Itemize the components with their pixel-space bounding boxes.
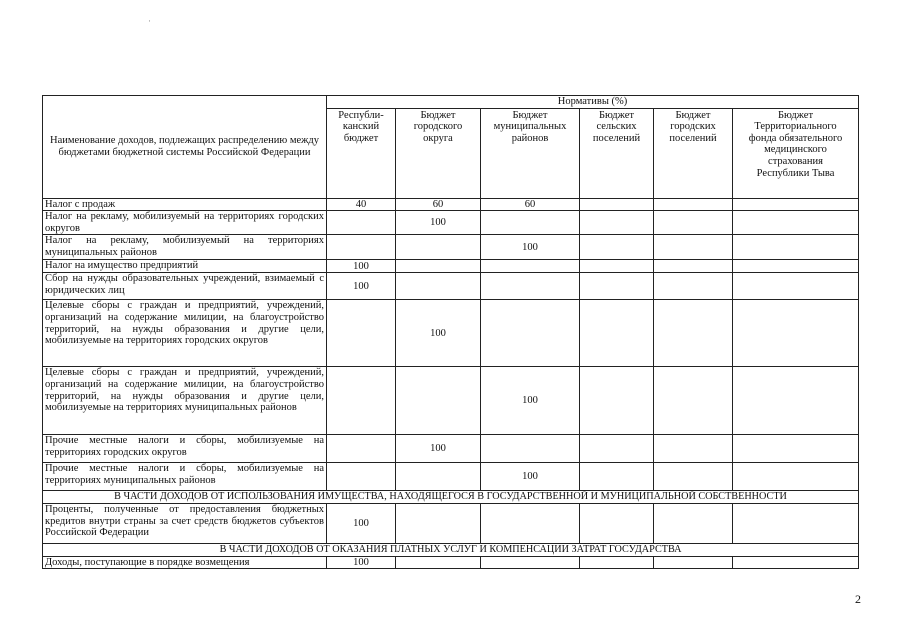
norm-value-cell-city-district-budget: 60 [396,198,481,211]
norm-value-cell-republic-budget: 100 [327,260,396,273]
section-title: В ЧАСТИ ДОХОДОВ ОТ ИСПОЛЬЗОВАНИЯ ИМУЩЕСТВА, НАХОДЯЩЕГОСЯ В ГОСУДАРСТВЕННОЙ И МУНИЦИПАЛЬНОЙ СОБСТВЕННОСТИ [43,491,859,504]
norm-value-cell-city-district-budget [396,273,481,300]
norm-value-cell-republic-budget: 100 [327,556,396,569]
norm-value-cell-medical-insurance-fund-budget [733,260,859,273]
norm-value-cell-rural-settlements-budget [580,300,654,367]
norm-value-cell-city-district-budget [396,503,481,543]
income-name-cell: Прочие местные налоги и сборы, мобилизуемые на территориях городских округов [43,435,327,463]
table-row [43,300,859,367]
norm-value-cell-republic-budget [327,367,396,435]
income-name-cell: Налог на рекламу, мобилизуемый на территориях городских округов [43,211,327,235]
income-name-cell: Сбор на нужды образовательных учреждений, взимаемый с юридических лиц [43,273,327,300]
income-name-cell: Прочие местные налоги и сборы, мобилизуемые на территориях муниципальных районов [43,463,327,491]
norm-value-cell-city-district-budget [396,556,481,569]
norm-value-cell-rural-settlements-budget [580,235,654,260]
norm-value-cell-municipal-district-budget [481,260,580,273]
norm-value-cell-rural-settlements-budget [580,260,654,273]
norm-value-cell-rural-settlements-budget [580,367,654,435]
table-row [43,211,859,235]
norm-value-cell-rural-settlements-budget [580,556,654,569]
scan-mark: · [148,16,151,26]
norm-value-cell-city-district-budget: 100 [396,435,481,463]
table-row [43,273,859,300]
norm-value-cell-rural-settlements-budget [580,273,654,300]
norm-value-cell-republic-budget [327,463,396,491]
revenue-distribution-table [42,95,859,569]
table-row [43,198,859,211]
table-row [43,556,859,569]
norm-value-cell-urban-settlements-budget [654,211,733,235]
norm-value-cell-rural-settlements-budget [580,503,654,543]
norm-value-cell-medical-insurance-fund-budget [733,235,859,260]
table-row [43,367,859,435]
income-name-cell: Целевые сборы с граждан и предприятий, учреждений, организаций на содержание милиции, на благоустройство территорий, на нужды образования и другие цели, мобилизуемые на территориях городских округов [43,300,327,367]
norm-value-cell-city-district-budget: 100 [396,211,481,235]
norm-value-cell-urban-settlements-budget [654,435,733,463]
norm-value-cell-republic-budget [327,300,396,367]
norm-value-cell-medical-insurance-fund-budget [733,211,859,235]
column-header-city-district-budget: Бюджет городского округа [396,108,481,198]
norm-value-cell-municipal-district-budget: 60 [481,198,580,211]
norm-value-cell-municipal-district-budget: 100 [481,463,580,491]
norm-value-cell-municipal-district-budget [481,300,580,367]
table-row [43,463,859,491]
norm-value-cell-city-district-budget [396,463,481,491]
norm-value-cell-municipal-district-budget: 100 [481,235,580,260]
norm-value-cell-municipal-district-budget [481,211,580,235]
norm-value-cell-medical-insurance-fund-budget [733,463,859,491]
column-header-rural-settlements-budget: Бюджет сельских поселений [580,108,654,198]
income-name-cell: Целевые сборы с граждан и предприятий, учреждений, организаций на содержание милиции, на благоустройство территорий, на нужды образования и другие цели, мобилизуемые на территориях муниципальных районов [43,367,327,435]
norm-value-cell-republic-budget [327,435,396,463]
section-header-row [43,543,859,556]
income-name-cell: Доходы, поступающие в порядке возмещения [43,556,327,569]
norm-value-cell-rural-settlements-budget [580,435,654,463]
norm-value-cell-rural-settlements-budget [580,211,654,235]
table-row [43,503,859,543]
income-name-cell: Проценты, полученные от предоставления бюджетных кредитов внутри страны за счет средств бюджетов субъектов Российской Федерации [43,503,327,543]
norm-value-cell-urban-settlements-budget [654,367,733,435]
column-header-income-name: Наименование доходов, подлежащих распределению между бюджетами бюджетной системы Российской Федерации [43,96,327,199]
column-header-medical-insurance-fund-budget: Бюджет Территориального фонда обязательного медицинского страхования Республики Тыва [733,108,859,198]
norm-value-cell-municipal-district-budget [481,273,580,300]
column-header-municipal-district-budget: Бюджет муниципальных районов [481,108,580,198]
section-title: В ЧАСТИ ДОХОДОВ ОТ ОКАЗАНИЯ ПЛАТНЫХ УСЛУГ И КОМПЕНСАЦИИ ЗАТРАТ ГОСУДАРСТВА [43,543,859,556]
norm-value-cell-city-district-budget [396,260,481,273]
income-name-cell: Налог с продаж [43,198,327,211]
norm-value-cell-municipal-district-budget [481,435,580,463]
norm-value-cell-republic-budget: 100 [327,503,396,543]
table-row [43,235,859,260]
norm-value-cell-republic-budget: 100 [327,273,396,300]
table-row [43,435,859,463]
norm-value-cell-medical-insurance-fund-budget [733,300,859,367]
section-header-row [43,491,859,504]
income-name-cell: Налог на рекламу, мобилизуемый на территориях муниципальных районов [43,235,327,260]
norm-value-cell-medical-insurance-fund-budget [733,503,859,543]
norm-value-cell-urban-settlements-budget [654,463,733,491]
table-row [43,260,859,273]
column-group-header-norms: Нормативы (%) [327,96,859,109]
norm-value-cell-urban-settlements-budget [654,300,733,367]
norm-value-cell-medical-insurance-fund-budget [733,367,859,435]
income-name-cell: Налог на имущество предприятий [43,260,327,273]
norm-value-cell-municipal-district-budget [481,556,580,569]
norm-value-cell-medical-insurance-fund-budget [733,556,859,569]
norm-value-cell-urban-settlements-budget [654,198,733,211]
norm-value-cell-medical-insurance-fund-budget [733,435,859,463]
norm-value-cell-republic-budget [327,235,396,260]
norm-value-cell-municipal-district-budget [481,503,580,543]
norm-value-cell-urban-settlements-budget [654,556,733,569]
norm-value-cell-city-district-budget: 100 [396,300,481,367]
norm-value-cell-city-district-budget [396,235,481,260]
norm-value-cell-medical-insurance-fund-budget [733,198,859,211]
norm-value-cell-urban-settlements-budget [654,260,733,273]
norm-value-cell-republic-budget: 40 [327,198,396,211]
norm-value-cell-urban-settlements-budget [654,235,733,260]
column-header-urban-settlements-budget: Бюджет городских поселений [654,108,733,198]
norm-value-cell-rural-settlements-budget [580,198,654,211]
norm-value-cell-medical-insurance-fund-budget [733,273,859,300]
norm-value-cell-rural-settlements-budget [580,463,654,491]
norm-value-cell-urban-settlements-budget [654,503,733,543]
column-header-republic-budget: Республи- канский бюджет [327,108,396,198]
norm-value-cell-urban-settlements-budget [654,273,733,300]
norm-value-cell-republic-budget [327,211,396,235]
norm-value-cell-city-district-budget [396,367,481,435]
norm-value-cell-municipal-district-budget: 100 [481,367,580,435]
page-number: 2 [855,592,861,606]
